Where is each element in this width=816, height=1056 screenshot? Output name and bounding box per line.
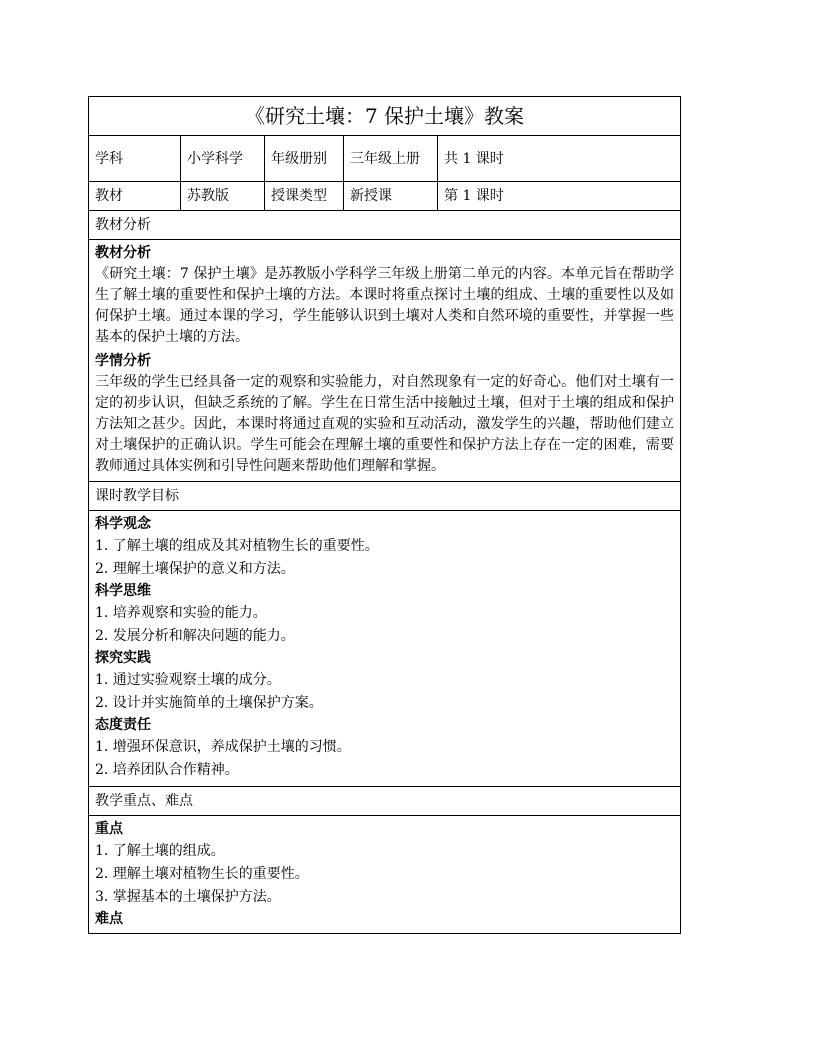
goals-content bbox=[89, 511, 681, 787]
lesson-plan-table bbox=[88, 96, 681, 934]
goal-item: 2. 设计并实施简单的土壤保护方案。 bbox=[95, 695, 323, 711]
textbook-analysis-heading: 教材分析 bbox=[95, 245, 151, 261]
section-heading-analysis: 教材分析 bbox=[89, 211, 681, 240]
key-point-item: 2. 理解土壤对植物生长的重要性。 bbox=[95, 866, 309, 882]
lesson-plan-document bbox=[88, 96, 680, 934]
grade-value: 三年级上册 bbox=[344, 136, 438, 182]
difficult-points-heading: 难点 bbox=[95, 911, 123, 927]
goal-item: 1. 培养观察和实验的能力。 bbox=[95, 605, 267, 621]
subject-value: 小学科学 bbox=[181, 136, 265, 182]
textbook-label: 教材 bbox=[89, 182, 181, 211]
goal-item: 2. 发展分析和解决问题的能力。 bbox=[95, 628, 295, 644]
analysis-content bbox=[89, 240, 681, 482]
goal-item: 1. 了解土壤的组成及其对植物生长的重要性。 bbox=[95, 538, 379, 554]
goal-heading-practice: 探究实践 bbox=[95, 650, 151, 666]
section-heading-keypoints: 教学重点、难点 bbox=[89, 787, 681, 816]
key-point-item: 1. 了解土壤的组成。 bbox=[95, 843, 225, 859]
lesson-type-label: 授课类型 bbox=[265, 182, 344, 211]
goal-item: 1. 通过实验观察土壤的成分。 bbox=[95, 672, 281, 688]
key-points-heading: 重点 bbox=[95, 821, 123, 837]
textbook-value: 苏教版 bbox=[181, 182, 265, 211]
total-hours: 共 1 课时 bbox=[438, 136, 681, 182]
lesson-period: 第 1 课时 bbox=[438, 182, 681, 211]
document-title: 《研究土壤：7 保护土壤》教案 bbox=[89, 97, 681, 136]
subject-label: 学科 bbox=[89, 136, 181, 182]
student-analysis-text: 三年级的学生已经具备一定的观察和实验能力，对自然现象有一定的好奇心。他们对土壤有一定的初步认识，但缺乏系统的了解。学生在日常生活中接触过土壤，但对于土壤的组成和保护方法知之甚少。因此，本课时将通过直观的实验和互动活动，激发学生的兴趣，帮助他们建立对土壤保护的正确认识。学生可能会在理解土壤的重要性和保护方法上存在一定的困难，需要教师通过具体实例和引导性问题来帮助他们理解和掌握。 bbox=[95, 374, 675, 474]
textbook-analysis-text: 《研究土壤：7 保护土壤》是苏教版小学科学三年级上册第二单元的内容。本单元旨在帮助学生了解土壤的重要性和保护土壤的方法。本课时将重点探讨土壤的组成、土壤的重要性以及如何保护土壤。通过本课的学习，学生能够认识到土壤对人类和自然环境的重要性，并掌握一些基本的保护土壤的方法。 bbox=[95, 266, 675, 345]
goal-heading-concept: 科学观念 bbox=[95, 516, 151, 532]
lesson-type-value: 新授课 bbox=[344, 182, 438, 211]
goal-heading-attitude: 态度责任 bbox=[95, 717, 151, 733]
goal-item: 2. 培养团队合作精神。 bbox=[95, 762, 239, 778]
goal-item: 2. 理解土壤保护的意义和方法。 bbox=[95, 561, 295, 577]
student-analysis-heading: 学情分析 bbox=[95, 353, 151, 369]
key-point-item: 3. 掌握基本的土壤保护方法。 bbox=[95, 889, 281, 905]
goal-item: 1. 增强环保意识，养成保护土壤的习惯。 bbox=[95, 739, 351, 755]
goal-heading-thinking: 科学思维 bbox=[95, 583, 151, 599]
keypoints-content bbox=[89, 816, 681, 934]
section-heading-goals: 课时教学目标 bbox=[89, 482, 681, 511]
grade-label: 年级册别 bbox=[265, 136, 344, 182]
